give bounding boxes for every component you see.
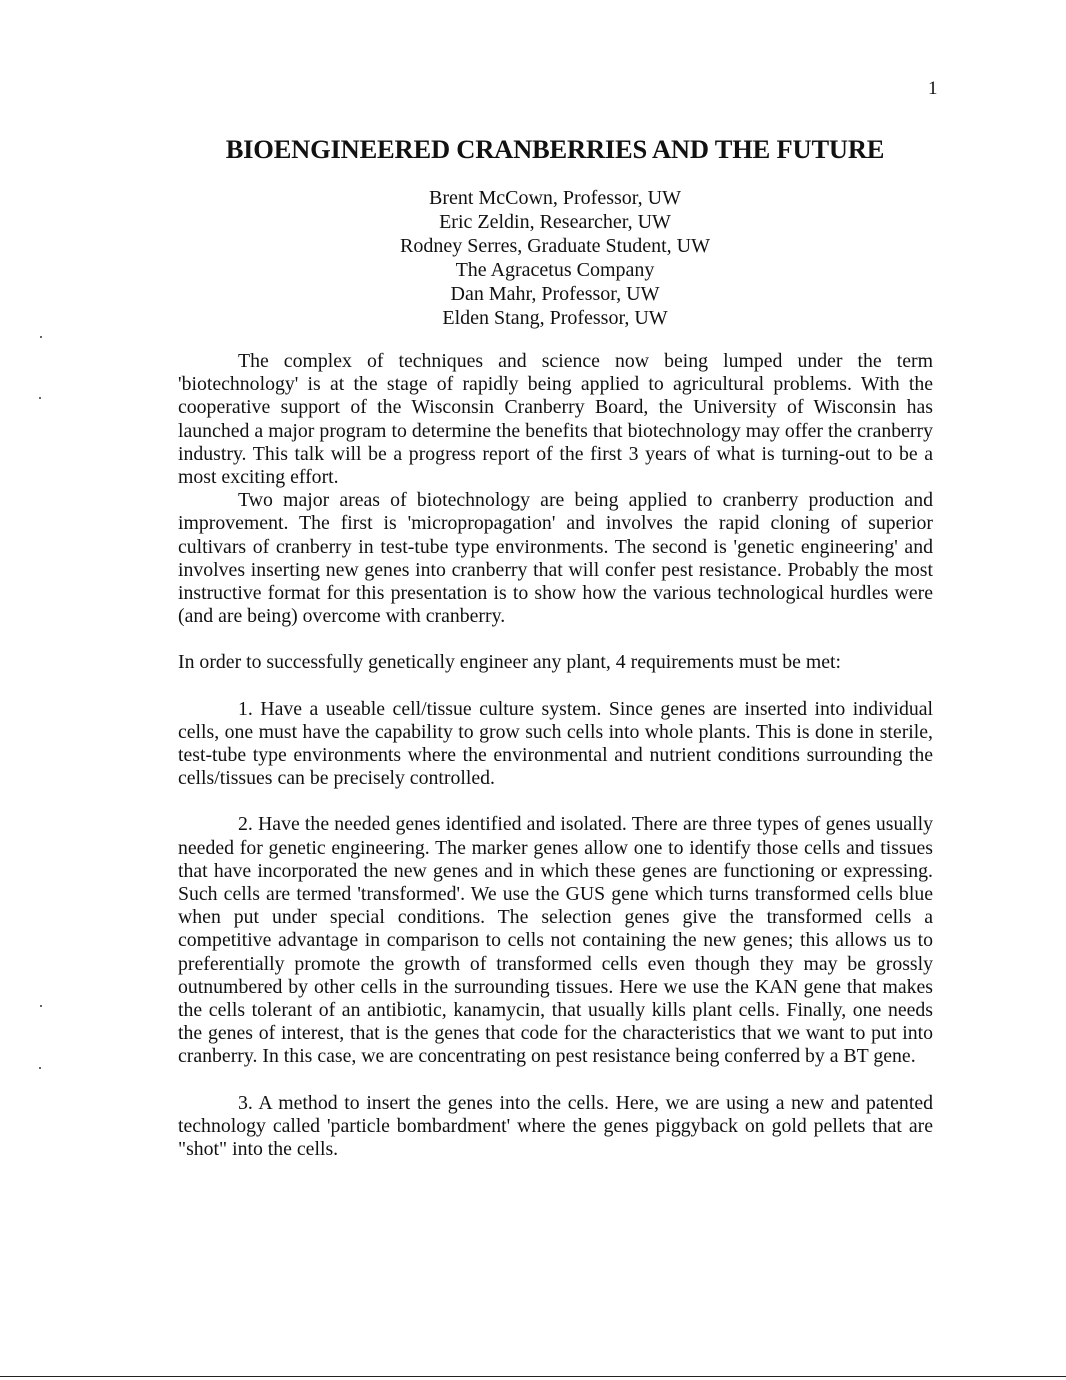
scan-speck bbox=[39, 397, 41, 399]
requirement-item-3: 3. A method to insert the genes into the cells. Here, we are using a new and patented technology called 'particle bombardment' where the genes piggyback on gold pellets that are "shot" into the cells. bbox=[178, 1091, 933, 1161]
document-title: BIOENGINEERED CRANBERRIES AND THE FUTURE bbox=[225, 134, 885, 164]
scan-speck bbox=[40, 1005, 42, 1007]
paragraph-requirements-lead: In order to successfully genetically engineer any plant, 4 requirements must be met: bbox=[178, 651, 842, 674]
paragraph-biotech-areas: Two major areas of biotechnology are being applied to cranberry production and improvement. The first is 'micropropagation' and involves the rapid cloning of superior cultivars of cranberry in test-tube type environments. The second is 'genetic engineering' and involves inserting new genes into cranberry that will confer pest resistance. Probably the most instructive format for this presentation is to show how the various technological hurdles were (and are being) overcome with cranberry. bbox=[178, 489, 933, 628]
bottom-rule bbox=[0, 1376, 1066, 1377]
author-line: Brent McCown, Professor, UW bbox=[429, 187, 681, 209]
body-text bbox=[178, 350, 933, 1161]
author-line: Eric Zeldin, Researcher, UW bbox=[439, 211, 671, 233]
author-line: Rodney Serres, Graduate Student, UW bbox=[400, 235, 710, 257]
requirement-item-2: 2. Have the needed genes identified and isolated. There are three types of genes usually needed for genetic engineering. The marker genes allow one to identify those cells and tissues that have incorporated the new genes and in which these genes are functioning or expressing. Such cells are termed 'transformed'. We use the GUS gene which turns transformed cells blue when put under special conditions. The selection genes give the transformed cells a competitive advantage in comparison to cells not containing the new genes; this allows us to preferentially promote the growth of transformed cells even though they may be grossly outnumbered by other cells in the surrounding tissues. Here we use the KAN gene that makes the cells tolerant of an antibiotic, kanamycin, that usually kills plant cells. Finally, one needs the genes of interest, that is the genes that code for the characteristics that we want to put into cranberry. In this case, we are concentrating on pest resistance being conferred by a BT gene. bbox=[178, 813, 933, 1068]
author-line: Dan Mahr, Professor, UW bbox=[450, 283, 660, 305]
requirement-item-1: 1. Have a useable cell/tissue culture system. Since genes are inserted into individual cells, one must have the capability to grow such cells into whole plants. This is done in sterile, test-tube type environments where the environmental and nutrient conditions surrounding the cells/tissues can be precisely controlled. bbox=[178, 697, 933, 790]
author-line: The Agracetus Company bbox=[455, 259, 655, 281]
author-list bbox=[0, 186, 1066, 330]
paragraph-intro: The complex of techniques and science now being lumped under the term 'biotechnology' is at the stage of rapidly being applied to agricultural problems. With the cooperative support of the Wisconsin Cranberry Board, the University of Wisconsin has launched a major program to determine the benefits that biotechnology may offer the cranberry industry. This talk will be a progress report of the first 3 years of what is turning-out to be a most exciting effort. bbox=[178, 350, 933, 489]
page-number: 1 bbox=[928, 78, 938, 99]
scan-speck bbox=[40, 336, 42, 338]
scan-speck bbox=[39, 1067, 41, 1069]
author-line: Elden Stang, Professor, UW bbox=[442, 307, 668, 329]
